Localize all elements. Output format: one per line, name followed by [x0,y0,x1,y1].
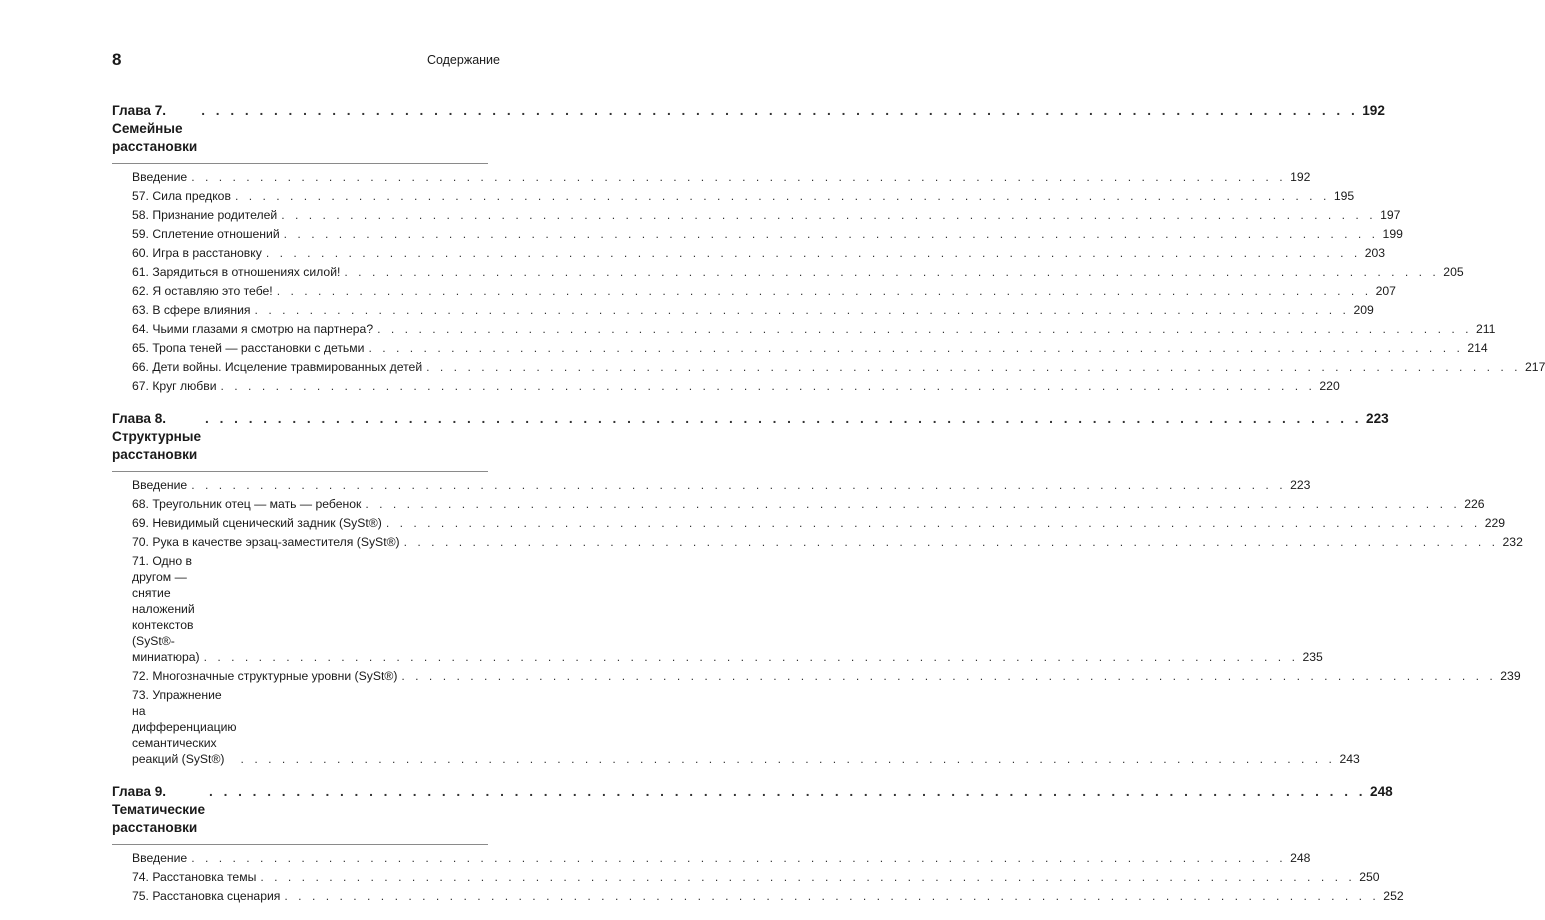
entry-title: 62. Я оставляю это тебе! [132,284,273,298]
entry-title: Введение [132,170,188,184]
dot-leader: . . . . . . . . . . . . . . . . . . . . . . . . . . . . . . . . . . . . . . . . . . . . . . . . . . . . . . . . . . . . . . . . . . . . . . . . . . . . . . . . [265,246,1361,260]
dot-leader: . . . . . . . . . . . . . . . . . . . . . . . . . . . . . . . . . . . . . . . . . . . . . . . . . . . . . . . . . . . . . . . . . . . . . . . . . . . . . . . . [205,411,1363,426]
toc-entry[interactable] [132,321,1496,337]
entry-title: 63. В сфере влияния [132,303,251,317]
toc-entry[interactable] [132,359,1545,375]
dot-leader: . . . . . . . . . . . . . . . . . . . . . . . . . . . . . . . . . . . . . . . . . . . . . . . . . . . . . . . . . . . . . . . . . . . . . . . . . . . . . . . . [201,103,1359,118]
chapter-page: 223 [1366,411,1389,426]
entry-page: 232 [1502,535,1523,549]
chapter-title: Глава 9. Тематические расстановки [112,784,206,835]
entry-page: 211 [1476,322,1496,336]
chapter-title: Глава 7. Семейные расстановки [112,103,198,154]
entry-title: 64. Чьими глазами я смотрю на партнера? [132,322,374,336]
entry-page: 226 [1464,497,1485,511]
toc-entry[interactable] [132,264,1464,280]
chapter-9 [112,783,1404,904]
chapter-8 [112,410,1523,767]
entry-page: 217 [1525,360,1545,374]
entry-page: 235 [1302,650,1323,664]
chapter-title: Глава 8. Структурные расстановки [112,411,202,462]
dot-leader: . . . . . . . . . . . . . . . . . . . . . . . . . . . . . . . . . . . . . . . . . . . . . . . . . . . . . . . . . . . . . . . . . . . . . . . . . . . . . . . . [276,284,1372,298]
entry-title: 61. Зарядиться в отношениях силой! [132,265,341,279]
entry-title: 73. Упражнение на дифференциацию семантических реакций (SySt®) [132,688,237,766]
entry-page: 250 [1359,870,1380,884]
entry-title: 59. Сплетение отношений [132,227,280,241]
toc-entry[interactable] [132,687,1360,767]
page-number: 8 [112,50,122,69]
dot-leader: . . . . . . . . . . . . . . . . . . . . . . . . . . . . . . . . . . . . . . . . . . . . . . . . . . . . . . . . . . . . . . . . . . . . . . . . . . . . . . . . [240,752,1336,766]
toc-entry[interactable] [132,169,1311,185]
entry-page: 214 [1467,341,1488,355]
entry-title: 58. Признание родителей [132,208,278,222]
toc-entry[interactable] [132,515,1506,531]
toc-entry[interactable] [132,340,1488,356]
dot-leader: . . . . . . . . . . . . . . . . . . . . . . . . . . . . . . . . . . . . . . . . . . . . . . . . . . . . . . . . . . . . . . . . . . . . . . . . . . . . . . . . [203,650,1299,664]
chapter-page: 248 [1370,784,1393,799]
dot-leader: . . . . . . . . . . . . . . . . . . . . . . . . . . . . . . . . . . . . . . . . . . . . . . . . . . . . . . . . . . . . . . . . . . . . . . . . . . . . . . . . [344,265,1440,279]
toc-entry[interactable] [132,188,1355,204]
toc-entry[interactable] [132,477,1311,493]
entry-page: 195 [1333,189,1355,203]
toc-entry[interactable] [132,668,1521,684]
chapter-heading[interactable] [112,102,1385,164]
dot-leader: . . . . . . . . . . . . . . . . . . . . . . . . . . . . . . . . . . . . . . . . . . . . . . . . . . . . . . . . . . . . . . . . . . . . . . . . . . . . . . . . [385,516,1481,530]
dot-leader: . . . . . . . . . . . . . . . . . . . . . . . . . . . . . . . . . . . . . . . . . . . . . . . . . . . . . . . . . . . . . . . . . . . . . . . . . . . . . . . . [209,784,1367,799]
entry-title: 72. Многозначные структурные уровни (SySt®) [132,669,398,683]
toc-entry[interactable] [132,302,1374,318]
entry-page: 197 [1380,208,1401,222]
chapter-page: 192 [1362,103,1385,118]
entry-page: 209 [1353,303,1374,317]
dot-leader: . . . . . . . . . . . . . . . . . . . . . . . . . . . . . . . . . . . . . . . . . . . . . . . . . . . . . . . . . . . . . . . . . . . . . . . . . . . . . . . . [191,478,1287,492]
entry-title: 68. Треугольник отец — мать — ребенок [132,497,362,511]
toc-entry[interactable] [132,496,1485,512]
entry-title: Введение [132,478,188,492]
entry-page: 252 [1383,889,1404,903]
dot-leader: . . . . . . . . . . . . . . . . . . . . . . . . . . . . . . . . . . . . . . . . . . . . . . . . . . . . . . . . . . . . . . . . . . . . . . . . . . . . . . . . [191,170,1287,184]
entry-title: 69. Невидимый сценический задник (SySt®) [132,516,382,530]
entry-title: 75. Расстановка сценария [132,889,281,903]
toc-entry[interactable] [132,226,1403,242]
dot-leader: . . . . . . . . . . . . . . . . . . . . . . . . . . . . . . . . . . . . . . . . . . . . . . . . . . . . . . . . . . . . . . . . . . . . . . . . . . . . . . . . [426,360,1522,374]
chapter-7 [112,102,1545,394]
entry-title: 74. Расстановка темы [132,870,257,884]
dot-leader: . . . . . . . . . . . . . . . . . . . . . . . . . . . . . . . . . . . . . . . . . . . . . . . . . . . . . . . . . . . . . . . . . . . . . . . . . . . . . . . . [365,497,1461,511]
dot-leader: . . . . . . . . . . . . . . . . . . . . . . . . . . . . . . . . . . . . . . . . . . . . . . . . . . . . . . . . . . . . . . . . . . . . . . . . . . . . . . . . [220,379,1316,393]
entry-title: 70. Рука в качестве эрзац-заместителя (SySt®) [132,535,400,549]
chapter-heading[interactable] [112,783,1393,845]
entry-page: 243 [1339,752,1360,766]
dot-leader: . . . . . . . . . . . . . . . . . . . . . . . . . . . . . . . . . . . . . . . . . . . . . . . . . . . . . . . . . . . . . . . . . . . . . . . . . . . . . . . . [260,870,1356,884]
entry-page: 229 [1484,516,1506,530]
entry-title: Введение [132,851,188,865]
entry-title: 67. Круг любви [132,379,217,393]
entry-page: 199 [1382,227,1403,241]
toc-entry[interactable] [132,553,1323,665]
entry-page: 205 [1443,265,1464,279]
dot-leader: . . . . . . . . . . . . . . . . . . . . . . . . . . . . . . . . . . . . . . . . . . . . . . . . . . . . . . . . . . . . . . . . . . . . . . . . . . . . . . . . [377,322,1473,336]
dot-leader: . . . . . . . . . . . . . . . . . . . . . . . . . . . . . . . . . . . . . . . . . . . . . . . . . . . . . . . . . . . . . . . . . . . . . . . . . . . . . . . . [283,227,1379,241]
entry-title: 57. Сила предков [132,189,231,203]
entry-page: 207 [1375,284,1396,298]
table-of-contents [112,102,1545,920]
dot-leader: . . . . . . . . . . . . . . . . . . . . . . . . . . . . . . . . . . . . . . . . . . . . . . . . . . . . . . . . . . . . . . . . . . . . . . . . . . . . . . . . [254,303,1350,317]
running-head: Содержание [426,53,500,67]
dot-leader: . . . . . . . . . . . . . . . . . . . . . . . . . . . . . . . . . . . . . . . . . . . . . . . . . . . . . . . . . . . . . . . . . . . . . . . . . . . . . . . . [403,535,1499,549]
dot-leader: . . . . . . . . . . . . . . . . . . . . . . . . . . . . . . . . . . . . . . . . . . . . . . . . . . . . . . . . . . . . . . . . . . . . . . . . . . . . . . . . [234,189,1330,203]
toc-entry[interactable] [132,283,1396,299]
entry-title: 60. Игра в расстановку [132,246,262,260]
dot-leader: . . . . . . . . . . . . . . . . . . . . . . . . . . . . . . . . . . . . . . . . . . . . . . . . . . . . . . . . . . . . . . . . . . . . . . . . . . . . . . . . [368,341,1464,355]
entry-page: 192 [1290,170,1311,184]
dot-leader: . . . . . . . . . . . . . . . . . . . . . . . . . . . . . . . . . . . . . . . . . . . . . . . . . . . . . . . . . . . . . . . . . . . . . . . . . . . . . . . . [191,851,1287,865]
entry-title: 65. Тропа теней — расстановки с детьми [132,341,365,355]
toc-entry[interactable] [132,534,1523,550]
entry-page: 220 [1319,379,1340,393]
entry-title: 71. Одно в другом — снятие наложений контекстов (SySt®-миниатюра) [132,554,200,664]
entry-page: 203 [1364,246,1386,260]
dot-leader: . . . . . . . . . . . . . . . . . . . . . . . . . . . . . . . . . . . . . . . . . . . . . . . . . . . . . . . . . . . . . . . . . . . . . . . . . . . . . . . . [281,208,1377,222]
dot-leader: . . . . . . . . . . . . . . . . . . . . . . . . . . . . . . . . . . . . . . . . . . . . . . . . . . . . . . . . . . . . . . . . . . . . . . . . . . . . . . . . [284,889,1380,903]
entry-page: 239 [1500,669,1521,683]
toc-entry[interactable] [132,850,1311,866]
chapter-heading[interactable] [112,410,1389,472]
toc-entry[interactable] [132,869,1380,885]
toc-entry[interactable] [132,207,1401,223]
dot-leader: . . . . . . . . . . . . . . . . . . . . . . . . . . . . . . . . . . . . . . . . . . . . . . . . . . . . . . . . . . . . . . . . . . . . . . . . . . . . . . . . [401,669,1497,683]
toc-entry[interactable] [132,245,1386,261]
entry-page: 223 [1290,478,1311,492]
toc-entry[interactable] [132,888,1404,904]
toc-entry[interactable] [132,378,1340,394]
entry-page: 248 [1290,851,1311,865]
entry-title: 66. Дети войны. Исцеление травмированных детей [132,360,423,374]
